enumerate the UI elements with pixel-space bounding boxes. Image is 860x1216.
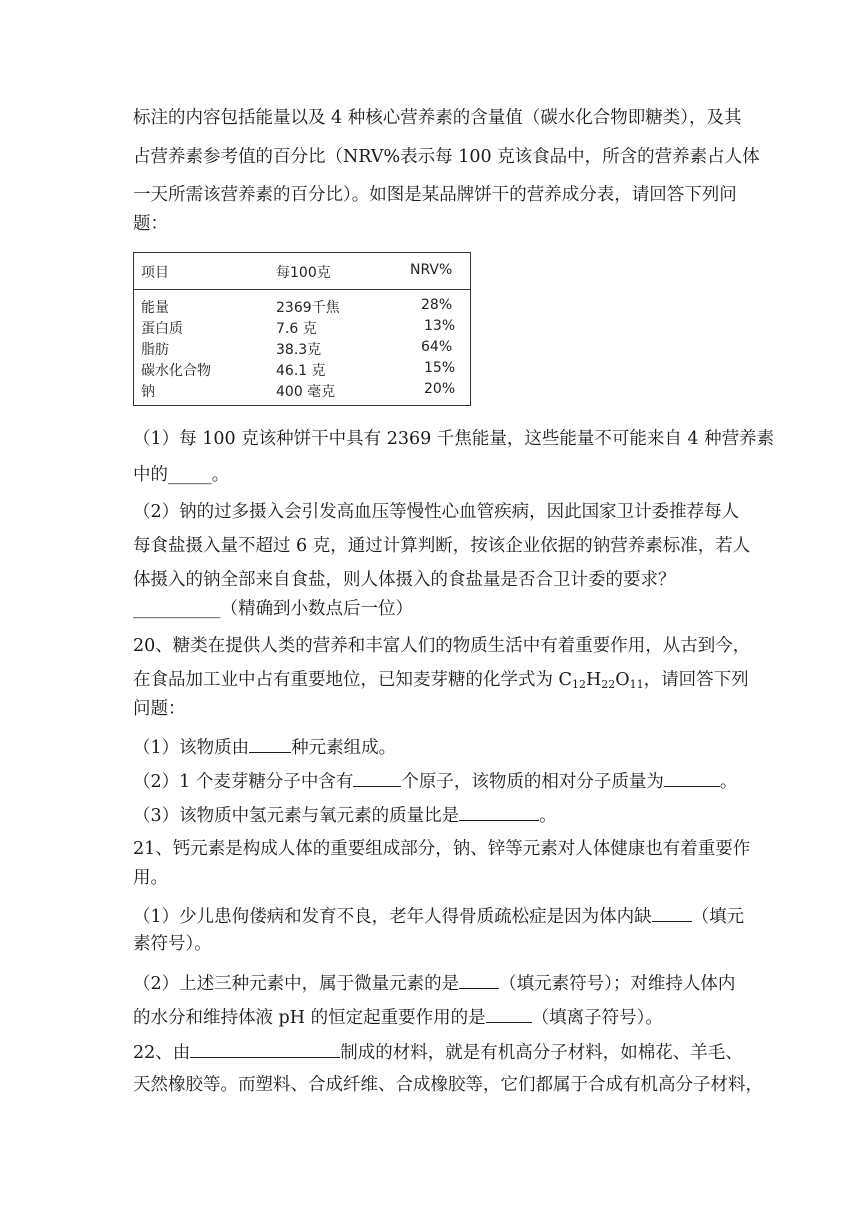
intro-line-1: 标注的内容包括能量以及 4 种核心营养素的含量值（碳水化合物即糖类），及其	[133, 108, 742, 128]
table-row-item: 能量	[141, 300, 169, 316]
q22-line2: 天然橡胶等。而塑料、合成纤维、合成橡胶等，它们都属于合成有机高分子材料，	[133, 1075, 763, 1095]
table-row-nrv: 28%	[421, 297, 453, 313]
subscript: 12	[571, 678, 586, 691]
answer-blank[interactable]	[190, 1039, 340, 1058]
intro-line-4: 题：	[133, 214, 168, 234]
table-row-item: 碳水化合物	[141, 363, 211, 379]
table-row-nrv: 13%	[424, 318, 456, 334]
q19-part2-line4	[133, 597, 413, 621]
answer-blank[interactable]	[459, 802, 539, 821]
q21-line1: 21、钙元素是构成人体的重要组成部分，钠、锌等元素对人体健康也有着重要作	[133, 839, 751, 859]
q20-part1-end: 种元素组成。	[291, 738, 397, 758]
q21-part2-end: （填元素符号）；对维持人体内	[499, 974, 736, 994]
answer-blank[interactable]	[664, 768, 720, 787]
q20-part2-text: （2）1 个麦芽糖分子中含有	[133, 772, 354, 792]
q19-part2-note: （精确到小数点后一位）	[220, 599, 413, 619]
q21-part2	[133, 970, 735, 996]
table-row-item: 蛋白质	[141, 321, 183, 337]
table-header-nrv: NRV%	[410, 262, 453, 278]
q20-part3-text: （3）该物质中氢元素与氧元素的质量比是	[133, 806, 460, 826]
q22-text-end: 制成的材料，就是有机高分子材料，如棉花、羊毛、	[340, 1043, 743, 1063]
answer-blank[interactable]	[249, 734, 291, 753]
q21-part2-text: （2）上述三种元素中，属于微量元素的是	[133, 974, 460, 994]
answer-blank[interactable]: _____	[168, 465, 212, 485]
q20-part1-text: （1）该物质由	[133, 738, 250, 758]
q20-line2	[133, 668, 749, 697]
q20-part2-mid: 个原子，该物质的相对分子质量为	[401, 772, 664, 792]
subscript: 11	[629, 678, 644, 691]
table-row-item: 脂肪	[141, 342, 169, 358]
subscript: 22	[601, 678, 616, 691]
q20-part2-end: 。	[719, 772, 738, 792]
q19-part1-end: 。	[211, 465, 230, 485]
table-row-amount: 7.6 克	[276, 321, 317, 337]
q20-text-end: ，请回答下列	[643, 670, 749, 690]
q21-part1-line2: 素符号）。	[133, 934, 212, 954]
answer-blank[interactable]	[652, 903, 692, 922]
q20-line3: 问题：	[133, 699, 186, 719]
answer-blank[interactable]: __________	[133, 599, 221, 619]
answer-blank[interactable]	[353, 768, 401, 787]
formula-h: H	[585, 670, 602, 690]
q22-text: 22、由	[133, 1043, 191, 1063]
q20-text: 在食品加工业中占有重要地位，已知麦芽糖的化学式为 C	[133, 670, 572, 690]
table-row-amount: 2369千焦	[276, 300, 340, 316]
q19-part1-line1: （1）每 100 克该种饼干中具有 2369 千焦能量，这些能量不可能来自 4 种营养素	[133, 429, 775, 449]
table-row-nrv: 64%	[421, 339, 453, 355]
q20-part1	[133, 734, 396, 760]
q22-line1	[133, 1039, 743, 1065]
q21-part1-text: （1）少儿患佝偻病和发育不良，老年人得骨质疏松症是因为体内缺	[133, 907, 652, 927]
table-row-amount: 46.1 克	[276, 363, 326, 379]
answer-blank[interactable]	[486, 1004, 532, 1023]
table-header-item: 项目	[141, 265, 169, 281]
table-header-amount: 每100克	[276, 265, 331, 281]
table-row-item: 钠	[141, 384, 155, 400]
intro-line-2: 占营养素参考值的百分比（NRV%表示每 100 克该食品中，所含的营养素占人体	[133, 147, 760, 167]
q19-part2-line2: 每食盐摄入量不超过 6 克，通过计算判断，按该企业依据的钠营养素标准，若人	[133, 536, 751, 556]
q20-part3-end: 。	[539, 806, 557, 826]
table-row-nrv: 15%	[424, 360, 456, 376]
q19-part1-line2	[133, 463, 229, 487]
q20-line1: 20、糖类在提供人类的营养和丰富人们的物质生活中有着重要作用，从古到今，	[133, 636, 751, 656]
q19-part2-line3: 体摄入的钠全部来自食盐，则人体摄入的食盐量是否合卫计委的要求？	[133, 570, 676, 590]
table-row-amount: 400 毫克	[276, 384, 336, 400]
intro-line-3: 一天所需该营养素的百分比）。如图是某品牌饼干的营养成分表，请回答下列问	[133, 185, 737, 205]
answer-blank[interactable]	[459, 970, 499, 989]
q21-part1	[133, 903, 744, 929]
q21-line2: 用。	[133, 868, 168, 888]
q21-part2-line2	[133, 1004, 663, 1030]
formula-o: O	[615, 670, 630, 690]
q21-part1-end: （填元	[691, 907, 745, 927]
q21-part2-line2-text: 的水分和维持体液 pH 的恒定起重要作用的是	[133, 1008, 486, 1028]
q19-part2-line1: （2）钠的过多摄入会引发高血压等慢性心血管疾病，因此国家卫计委推荐每人	[133, 502, 740, 522]
q21-part2-line2-end: （填离子符号）。	[531, 1008, 663, 1028]
q20-part2	[133, 768, 737, 794]
table-header-divider	[133, 289, 471, 290]
table-row-nrv: 20%	[424, 381, 456, 397]
q19-part1-text: 中的	[133, 465, 168, 485]
q20-part3	[133, 802, 557, 828]
table-row-amount: 38.3克	[276, 342, 322, 358]
